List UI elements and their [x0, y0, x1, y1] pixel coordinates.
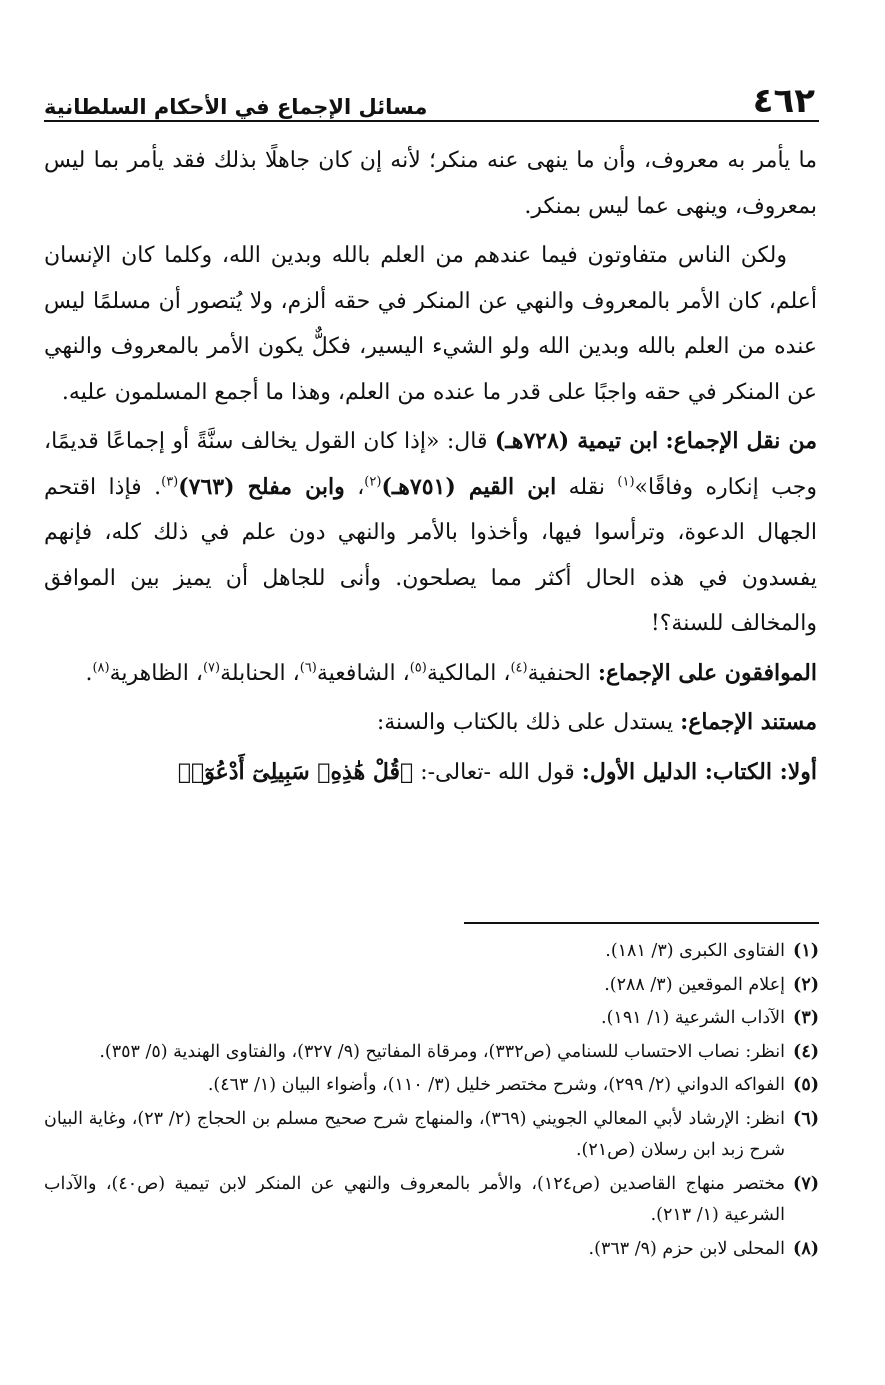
- quran-verse: ﴿قُلْ هَٰذِهِۦ سَبِيلِىٓ أَدْعُوٓا۟: [177, 758, 414, 785]
- section-lead-agreeing: الموافقون على الإجماع:: [597, 659, 817, 686]
- footnote-number: (١): [793, 941, 819, 961]
- footnote-number: (٣): [793, 1008, 819, 1028]
- school-zahiriyya: ، الظاهرية: [109, 660, 203, 686]
- scholar-ibn-muflih: وابن مفلح (٧٦٣): [178, 473, 345, 500]
- footnote-8: [44, 1234, 819, 1266]
- footnote-number: (٥): [793, 1075, 819, 1095]
- paragraph-3-rest: . فإذا اقتحم الجهال الدعوة، وترأسوا فيها، وأخذوا بالأمر والنهي دون علم في ذلك كله، فإنهم يفسدون في هذه الحال أكثر مما يصلحون. وأنى للجاهل أن يميز بين الموافق والمخالف للسنة؟!: [44, 474, 817, 636]
- footnote-ref-6[interactable]: (٦): [299, 660, 317, 676]
- footnote-number: (٤): [793, 1041, 819, 1062]
- page-header: [44, 70, 815, 121]
- footnote-3: [44, 1003, 819, 1035]
- footnote-ref-3[interactable]: (٣): [161, 474, 179, 490]
- evidence-text: قول الله -تعالى-:: [413, 759, 582, 785]
- section-lead-basis: مستند الإجماع:: [680, 709, 817, 735]
- paragraph-transmitters: [44, 419, 817, 647]
- footnote-text: الآداب الشرعية (١/ ١٩١).: [601, 1008, 785, 1028]
- paragraph-basis: [44, 700, 817, 746]
- running-title: مسائل الإجماع في الأحكام السلطانية: [44, 95, 428, 119]
- separator-text: ،: [344, 474, 365, 500]
- scholar-ibn-taymiyya: ابن تيمية (٧٢٨هـ): [494, 428, 659, 454]
- footnote-number: (٧): [793, 1173, 819, 1194]
- header-rule: [44, 120, 819, 122]
- footnote-text: انظر: الإرشاد لأبي المعالي الجويني (٣٦٩)، والمنهاج شرح صحيح مسلم بن الحجاج (٢/ ٢٣)، وغاية البيان شرح زبد ابن رسلان (ص٢١).: [44, 1108, 786, 1160]
- main-text: [44, 138, 817, 795]
- transmitted-text: نقله: [556, 474, 618, 500]
- paragraph-first-evidence: [44, 750, 817, 796]
- footnote-6: [44, 1104, 819, 1167]
- footnote-text: مختصر منهاج القاصدين (ص١٢٤)، والأمر بالمعروف والنهي عن المنكر لابن تيمية (ص٤٠)، والآداب الشرعية (١/ ٢١٣).: [44, 1173, 785, 1225]
- footnote-7: [44, 1169, 819, 1232]
- said-text: قال:: [439, 429, 495, 454]
- section-lead-transmitters: من نقل الإجماع:: [665, 428, 817, 454]
- footnote-text: انظر: نصاب الاحتساب للسنامي (ص٣٣٢)، ومرقاة المفاتيح (٩/ ٣٢٧)، والفتاوى الهندية (٥/ ٣٥٣).: [99, 1041, 785, 1062]
- footnote-text: إعلام الموقعين (٣/ ٢٨٨).: [604, 974, 785, 995]
- school-hanabila: ، الحنابلة: [220, 660, 300, 686]
- quote-text: «إذا كان القول يخالف سنَّةً أو إجماعًا قديمًا، وجب إنكاره وفاقًا»: [44, 429, 818, 500]
- page-number: ٤٦٢: [752, 81, 815, 121]
- footnote-ref-2[interactable]: (٢): [364, 474, 382, 490]
- footnote-2: [44, 970, 819, 1002]
- paragraph-agreeing: [44, 651, 817, 697]
- footnote-text: الفواكه الدواني (٢/ ٢٩٩)، وشرح مختصر خليل (٣/ ١١٠)، وأضواء البيان (١/ ٤٦٣).: [207, 1075, 785, 1095]
- basis-text: يستدل على ذلك بالكتاب والسنة:: [376, 710, 681, 735]
- paragraph-4-end: .: [85, 660, 93, 686]
- footnote-number: (٨): [793, 1238, 819, 1259]
- footnote-ref-4[interactable]: (٤): [510, 660, 528, 676]
- footnote-1: [44, 936, 819, 968]
- footnotes: [44, 936, 819, 1267]
- school-malikiyya: ، المالكية: [426, 660, 511, 686]
- paragraph-2: ولكن الناس متفاوتون فيما عندهم من العلم بالله وبدين الله، وكلما كان الإنسان أعلم، كان الأمر بالمعروف والنهي عن المنكر في حقه ألزم، ولا يُتصور أن مسلمًا ليس عنده من العلم بالله وبدين الله ولو الشيء اليسير، فكلٌّ يكون الأمر بالمعروف والنهي عن المنكر في حقه واجبًا على قدر ما عنده من العلم، وهذا ما أجمع المسلمون عليه.: [44, 243, 817, 405]
- footnote-ref-7[interactable]: (٧): [202, 660, 221, 676]
- school-hanafiyya: الحنفية: [527, 660, 598, 686]
- footnote-ref-1[interactable]: (١): [617, 474, 635, 490]
- footnote-5: [44, 1070, 819, 1102]
- footnote-text: المحلى لابن حزم (٩/ ٣٦٣).: [588, 1238, 785, 1259]
- footnote-ref-8[interactable]: (٨): [92, 660, 110, 676]
- scholar-ibn-qayyim: ابن القيم (٧٥١هـ): [381, 473, 557, 500]
- section-lead-first-evidence: أولا: الكتاب: الدليل الأول:: [581, 758, 817, 785]
- footnote-rule: [464, 922, 819, 924]
- footnote-number: (٦): [793, 1108, 819, 1129]
- footnote-number: (٢): [793, 974, 819, 995]
- footnote-ref-5[interactable]: (٥): [409, 660, 427, 676]
- paragraph-1: ما يأمر به معروف، وأن ما ينهى عنه منكر؛ لأنه إن كان جاهلًا بذلك فقد يأمر بما ليس بمعروف، وينهى عما ليس بمنكر.: [44, 148, 817, 219]
- footnote-text: الفتاوى الكبرى (٣/ ١٨١).: [605, 941, 785, 961]
- footnote-4: [44, 1037, 819, 1069]
- school-shafiiyya: ، الشافعية: [316, 660, 410, 686]
